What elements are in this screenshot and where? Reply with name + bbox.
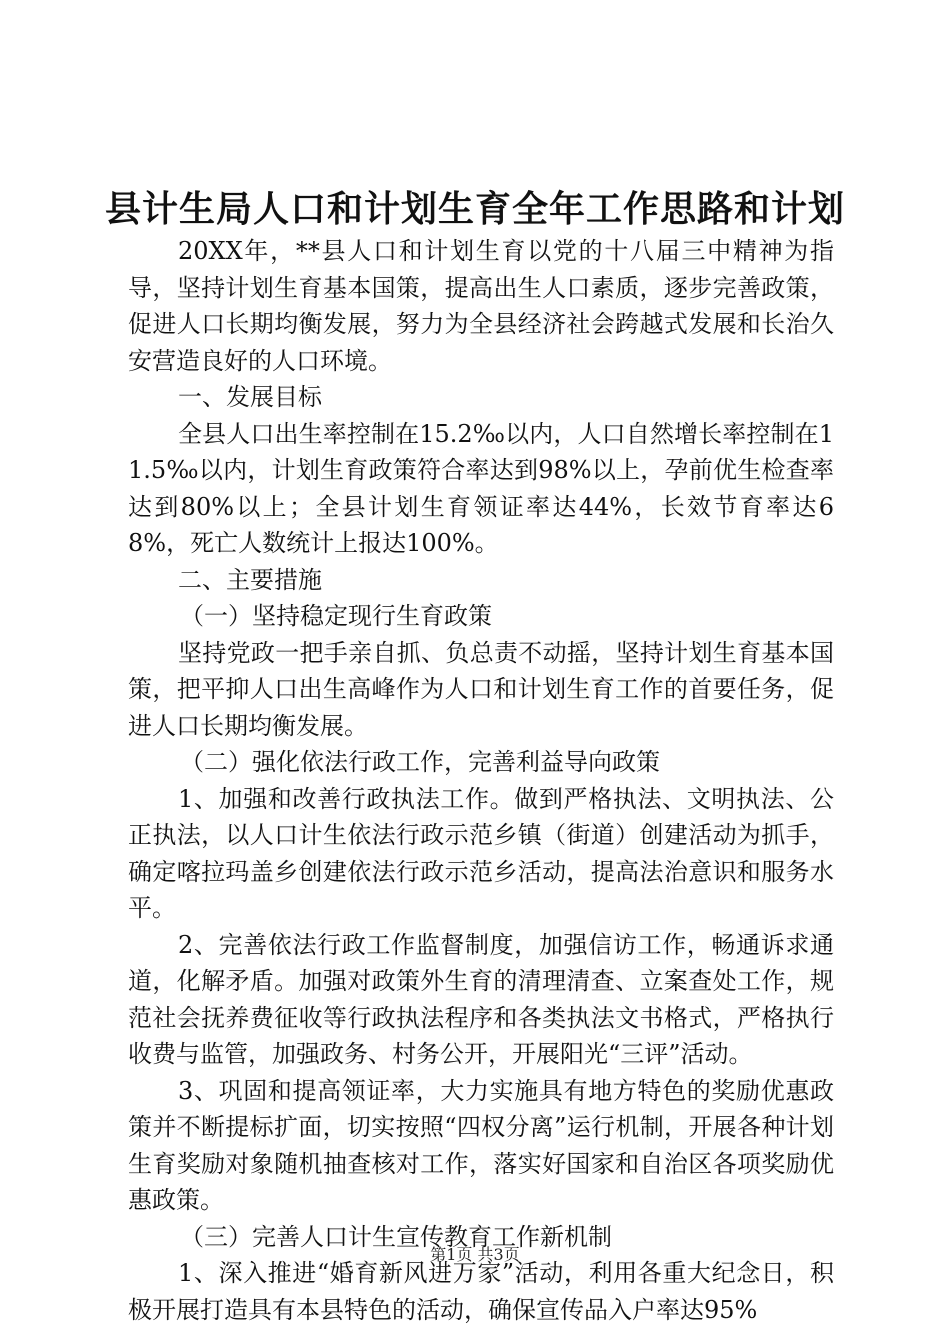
- intro-paragraph: 20XX年，**县人口和计划生育以党的十八届三中精神为指导，坚持计划生育基本国策，提高出生人口素质，逐步完善政策，促进人口长期均衡发展，努力为全县经济社会跨越式发展和长治久安营造良好的人口环境。: [128, 237, 834, 375]
- measure-paragraph: 3、巩固和提高领证率，大力实施具有地方特色的奖励优惠政策并不断提标扩面，切实按照“四权分离”运行机制，开展各种计划生育奖励对象随机抽查核对工作，落实好国家和自治区各项奖励优惠政策。: [128, 1076, 834, 1214]
- measure-paragraph: 1、深入推进“婚育新风进万家”活动，利用各重大纪念日，积极开展打造具有本县特色的活动，确保宣传品入户率达95%: [128, 1259, 834, 1324]
- subsection-heading-1: （一）坚持稳定现行生育政策: [180, 602, 492, 630]
- measure-paragraph: 坚持党政一把手亲自抓、负总责不动摇，坚持计划生育基本国策，把平抑人口出生高峰作为人口和计划生育工作的首要任务，促进人口长期均衡发展。: [128, 638, 834, 740]
- subsection-heading-2: （二）强化依法行政工作，完善利益导向政策: [180, 748, 660, 776]
- goals-paragraph: 全县人口出生率控制在15.2‰以内，人口自然增长率控制在11.5‰以内，计划生育政策符合率达到98%以上，孕前优生检查率达到80%以上；全县计划生育领证率达44%，长效节育率达68%，死亡人数统计上报达100%。: [128, 419, 834, 557]
- section-heading-goals: 一、发展目标: [178, 383, 322, 411]
- section-heading-measures: 二、主要措施: [178, 565, 322, 594]
- measure-paragraph: 2、完善依法行政工作监督制度，加强信访工作，畅通诉求通道，化解矛盾。加强对政策外生育的清理清查、立案查处工作，规范社会抚养费征收等行政执法程序和各类执法文书格式，严格执行收费与监管，加强政务、村务公开，开展阳光“三评”活动。: [128, 930, 834, 1068]
- document-title: 县计生局人口和计划生育全年工作思路和计划: [104, 188, 845, 230]
- document-body: [128, 233, 834, 1328]
- measure-paragraph: 1、加强和改善行政执法工作。做到严格执法、文明执法、公正执法，以人口计生依法行政示范乡镇（街道）创建活动为抓手，确定喀拉玛盖乡创建依法行政示范乡活动，提高法治意识和服务水平。: [128, 784, 834, 922]
- page-number-footer: 第1页 共3页: [430, 1245, 520, 1264]
- subsection-heading-3: （三）完善人口计生宣传教育工作新机制: [180, 1222, 612, 1251]
